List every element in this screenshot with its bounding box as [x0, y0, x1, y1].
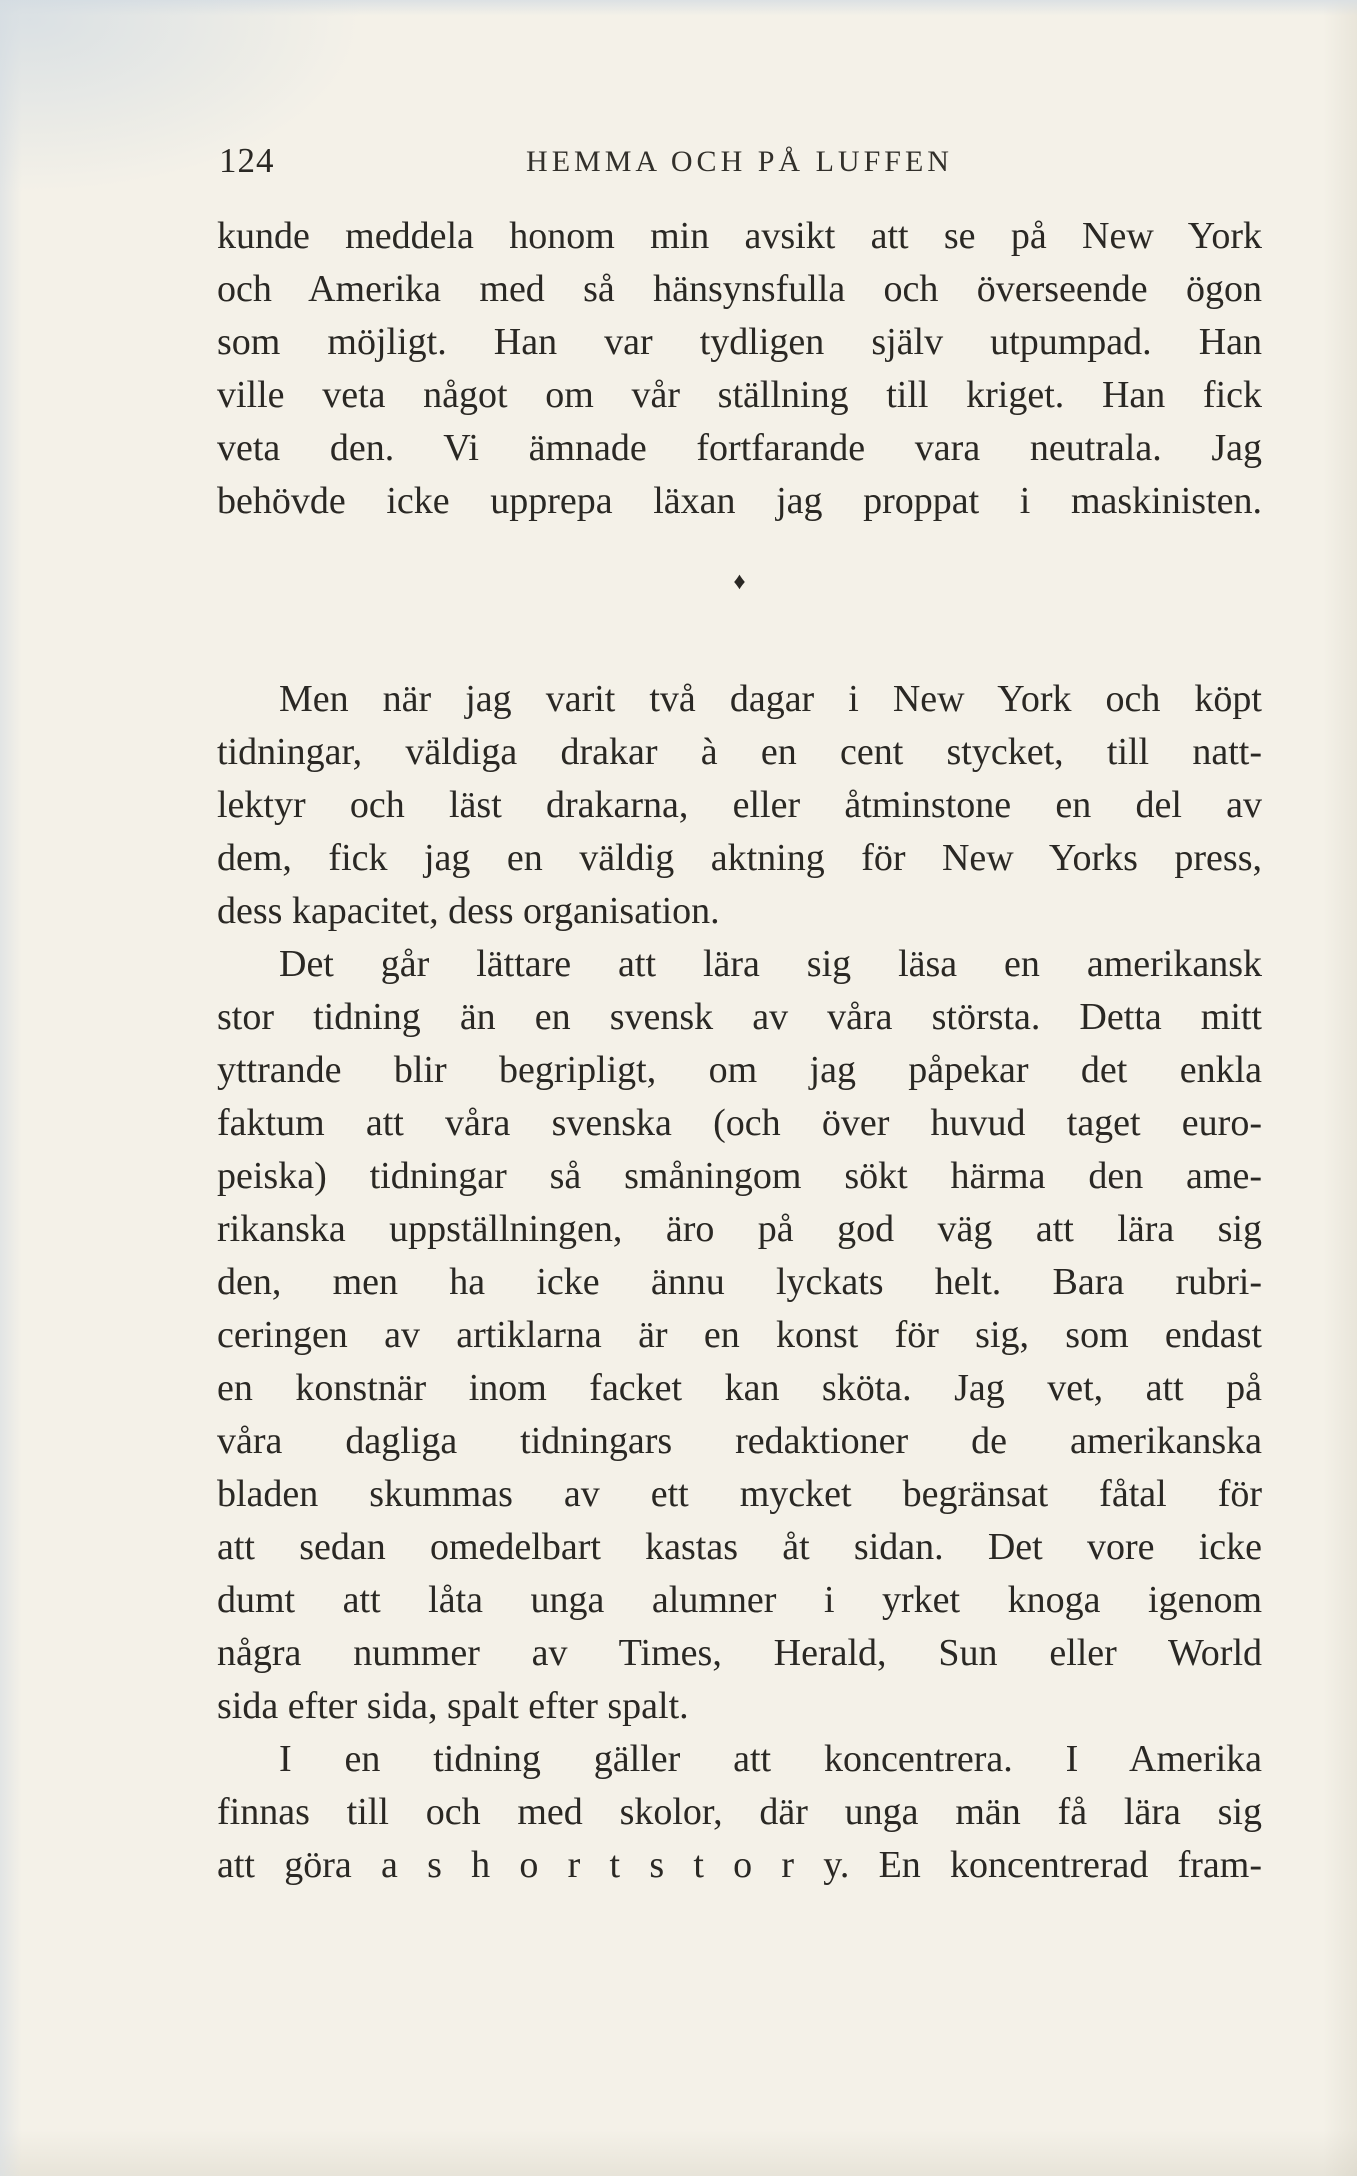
text-line: att göra a s h o r t s t o r y. En koncentrerad fram-: [217, 1844, 1262, 1886]
text-line: veta den. Vi ämnade fortfarande vara neutrala. Jag: [217, 427, 1262, 469]
text-line: yttrande blir begripligt, om jag påpekar det enkla: [217, 1049, 1262, 1091]
running-title: HEMMA OCH PÅ LUFFEN: [526, 145, 953, 178]
text-line: dem, fick jag en väldig aktning för New Yorks press,: [217, 837, 1262, 879]
paragraph-2: [217, 673, 1262, 938]
text-line: en konstnär inom facket kan sköta. Jag vet, att på: [217, 1367, 1262, 1409]
page-number: 124: [219, 141, 275, 180]
text-line: tidningar, väldiga drakar à en cent stycket, till natt-: [217, 731, 1262, 773]
text-line: I en tidning gäller att koncentrera. I Amerika: [279, 1738, 1262, 1780]
text-line: att sedan omedelbart kastas åt sidan. Det vore icke: [217, 1526, 1262, 1568]
text-line: Men när jag varit två dagar i New York och köpt: [279, 678, 1262, 720]
text-line: den, men ha icke ännu lyckats helt. Bara rubri-: [217, 1261, 1262, 1303]
text-line: faktum att våra svenska (och över huvud taget euro-: [217, 1102, 1262, 1144]
text-line: peiska) tidningar så småningom sökt härma den ame-: [217, 1155, 1262, 1197]
text-line: dess kapacitet, dess organisation.: [217, 890, 720, 932]
text-line: lektyr och läst drakarna, eller åtminstone en del av: [217, 784, 1262, 826]
paragraph-1: [217, 210, 1262, 528]
text-line: bladen skummas av ett mycket begränsat fåtal för: [217, 1473, 1262, 1515]
text-line: som möjligt. Han var tydligen själv utpumpad. Han: [217, 321, 1262, 363]
section-separator: ♦: [733, 569, 746, 595]
text-line: ceringen av artiklarna är en konst för sig, som endast: [217, 1314, 1262, 1356]
text-line: rikanska uppställningen, äro på god väg att lära sig: [217, 1208, 1262, 1250]
text-line: stor tidning än en svensk av våra största. Detta mitt: [217, 996, 1262, 1038]
text-block: [217, 0, 1262, 1892]
text-line: finnas till och med skolor, där unga män få lära sig: [217, 1791, 1262, 1833]
text-line: kunde meddela honom min avsikt att se på New York: [217, 215, 1262, 257]
text-line: sida efter sida, spalt efter spalt.: [217, 1685, 689, 1727]
text-line: ville veta något om vår ställning till kriget. Han fick: [217, 374, 1262, 416]
page-header: [217, 140, 1262, 184]
body-text: [217, 210, 1262, 1892]
paragraph-4: [217, 1733, 1262, 1892]
text-line: några nummer av Times, Herald, Sun eller World: [217, 1632, 1262, 1674]
text-line: och Amerika med så hänsynsfulla och överseende ögon: [217, 268, 1262, 310]
text-line: våra dagliga tidningars redaktioner de amerikanska: [217, 1420, 1262, 1462]
text-line: dumt att låta unga alumner i yrket knoga igenom: [217, 1579, 1262, 1621]
text-line: behövde icke upprepa läxan jag proppat i maskinisten.: [217, 480, 1262, 522]
text-line: Det går lättare att lära sig läsa en amerikansk: [279, 943, 1262, 985]
paragraph-3: [217, 938, 1262, 1733]
